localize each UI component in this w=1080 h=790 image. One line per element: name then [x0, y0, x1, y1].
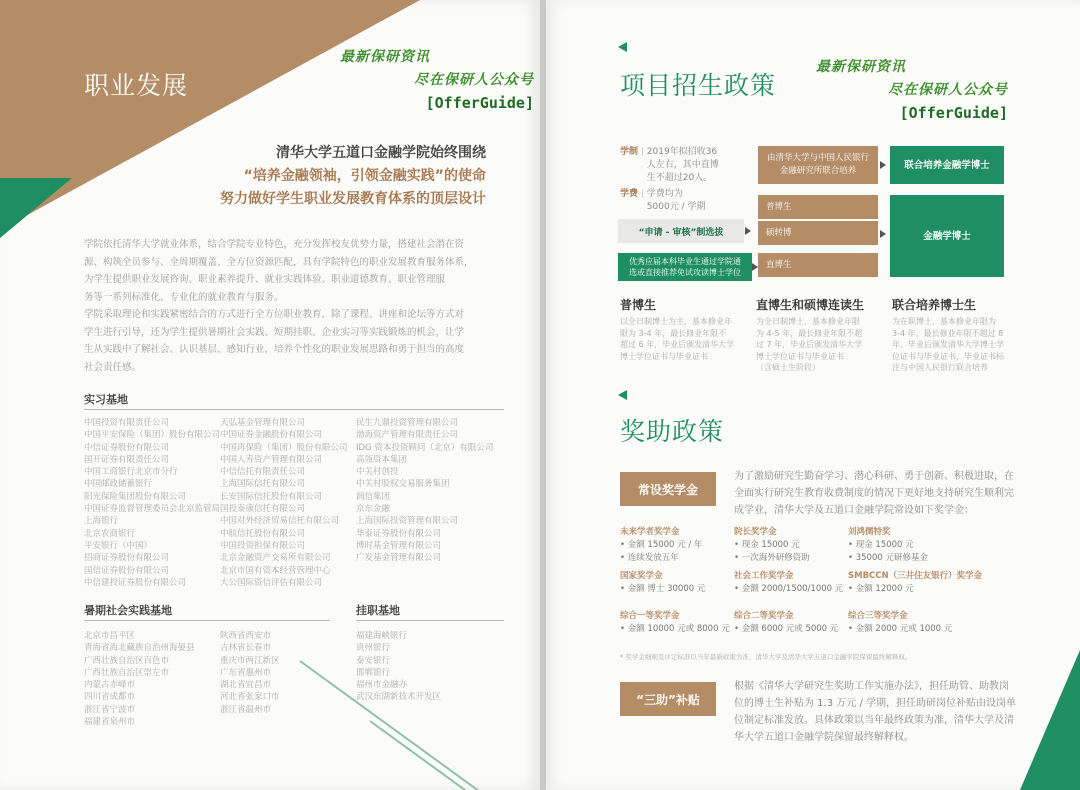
decorative-line: [369, 720, 483, 790]
desc-line: 博士学位证书与毕业证书: [620, 351, 708, 361]
direct-phd-title: 直博生和硕博连读生: [756, 298, 865, 312]
summer-base-heading: 暑期社会实践基地: [84, 604, 172, 617]
desc-line: 为全日制博士，基本修业年限: [756, 317, 860, 326]
intro-line: 学院采取理论和实践紧密结合的方式进行全方位职业教育，除了课程、讲座和论坛等方式对: [84, 309, 465, 320]
practice-base-item: 北京农商银行: [84, 528, 136, 539]
watermark-line1: 最新保研资讯: [816, 59, 906, 75]
right-page: [546, 0, 1080, 790]
scholarship-name: 社会工作奖学金: [734, 571, 794, 581]
section-marker-icon: [618, 390, 627, 400]
joint-phd-result: 联合培养金融学博士: [890, 146, 1004, 184]
regular-scholarship-badge: 常设奖学金: [620, 472, 716, 506]
regular-scholarship-text: [734, 468, 1020, 519]
practice-base-item: 上海国际信托有限公司: [220, 479, 306, 490]
summer-base-item: 河北省张家口市: [220, 692, 280, 703]
duration-key: 学制: [620, 147, 639, 157]
summer-list-col1: [84, 630, 195, 728]
scholarship-detail: • 金额 12000 元: [848, 584, 914, 594]
practice-base-item: 国开证券有限责任公司: [84, 454, 170, 465]
tuition-key: 学费: [620, 189, 639, 199]
scholarship-detail: • 现金 15000 元: [848, 540, 914, 550]
scholarship-detail: • 一次海外研修资助: [734, 553, 810, 563]
practice-base-item: 中国证券金融股份有限公司: [220, 430, 323, 441]
practice-base-item: 中信建投证券股份有限公司: [84, 577, 187, 588]
desc-line: 博士学位证书与毕业证书: [756, 351, 844, 361]
practice-base-item: 上海银行: [84, 516, 119, 527]
practice-base-item: 渤海资产管理有限责任公司: [356, 430, 459, 441]
watermark-line3: [OfferGuide]: [425, 94, 534, 112]
practice-base-item: 北京市国有资本经营管理中心: [220, 565, 331, 576]
scholarship-detail: • 金额 博士 30000 元: [620, 584, 706, 594]
practice-base-item: 天弘基金管理有限公司: [220, 418, 306, 428]
direct-phd-box: 直博生: [758, 253, 878, 277]
desc-line: 注与中国人民银行联合培养: [892, 363, 988, 372]
tuition-line: 学费均为: [646, 189, 683, 199]
slogan-line2: “培养金融领袖，引领金融实践”的使命: [243, 168, 486, 184]
practice-base-item: IDG 资本投资顾问（北京）有限公司: [356, 442, 494, 453]
para-line: 位制定标准发放。具体政策以当年最终政策为准，清华大学及清: [734, 715, 1014, 726]
practice-base-item: 上海国际投资管理有限公司: [356, 516, 459, 527]
arrow-icon: [745, 227, 751, 235]
scholarship-detail: • 35000 元研修基金: [848, 553, 928, 563]
practice-base-item: 博时基金管理有限公司: [356, 540, 442, 551]
scholarship-item: [620, 570, 705, 596]
summer-base-item: 内蒙古赤峰市: [84, 680, 136, 691]
intro-line: 社会责任感。: [84, 361, 142, 373]
practice-base-item: 高瓴资本集团: [356, 454, 408, 465]
practice-base-item: 平安银行（中国）: [84, 540, 153, 551]
watermark-line3: [OfferGuide]: [899, 104, 1008, 122]
summer-base-item: 陕西省西安市: [220, 631, 272, 641]
scholarship-name: 国家奖学金: [620, 571, 663, 581]
master-to-phd-box: 硕转博: [758, 221, 878, 245]
joint-training-box: [758, 146, 878, 184]
para-line: 位的博士生补贴为 1.3 万元 / 学期，担任助研岗位补贴由设岗单: [734, 698, 1016, 709]
practice-base-item: 中关村创投: [356, 467, 399, 478]
scholarship-item: [848, 570, 982, 596]
scholarship-detail: • 现金 15000 元: [734, 540, 800, 550]
practice-base-item: 中航信托股份有限公司: [220, 528, 306, 539]
scholarship-detail: • 金额 15000 元 / 年: [620, 540, 703, 550]
scholarship-detail: • 金额 6000 元或 5000 元: [734, 624, 839, 634]
practice-base-item: 大公国际资信评估有限公司: [220, 577, 323, 588]
tuition-line: 5000元 / 学期: [646, 202, 706, 212]
scholarship-item: [848, 526, 928, 565]
tuition: 学费 | 学费均为 5000元 / 学期: [620, 189, 706, 212]
practice-base-item: 京东金融: [356, 504, 391, 515]
practice-list-col1: [84, 417, 220, 589]
scholarship-note: * 奖学金细则及评定标准以当年最新政策为准，清华大学及清华大学五道口金融学院保留最终解释权。: [620, 653, 912, 661]
practice-base-item: 民生九鼎投资管理有限公司: [356, 418, 459, 428]
para-line: 成学业，清华大学及五道口金融学院常设如下奖学金：: [734, 505, 974, 516]
practice-base-item: 中国对外经济贸易信托有限公司: [220, 516, 340, 527]
post-base-item: 福州市金融办: [356, 680, 408, 691]
intro-line: 生从实践中了解社会、认识基层、感知行业，培养个性化的职业发展思路和勇于担当的高度: [84, 344, 465, 355]
scholarship-item: [620, 610, 730, 636]
post-base-item: 福建海峡银行: [356, 631, 408, 641]
scholarship-detail: • 金额 2000 元或 1000 元: [848, 624, 953, 634]
regular-phd-box: 普博生: [758, 195, 878, 219]
arrow-icon: [880, 230, 886, 238]
summer-base-item: 四川省成都市: [84, 692, 136, 703]
scholarship-item: [734, 526, 810, 565]
practice-base-item: 中国投资有限责任公司: [84, 418, 170, 428]
post-base-item: 武汉东湖新技术开发区: [356, 692, 442, 703]
scholarship-name: 刘鸿儒特奖: [848, 527, 891, 537]
divider: [84, 409, 504, 410]
divider: [84, 620, 330, 621]
recommend-line: 优秀应届本科毕业生通过学院通: [629, 257, 741, 266]
practice-base-item: 广发基金管理有限公司: [356, 553, 442, 564]
summer-base-item: 重庆市两江新区: [220, 655, 280, 666]
scholarship-name: 综合三等奖学金: [848, 611, 908, 621]
duration-line: 人左右，其中直博: [646, 160, 719, 170]
practice-base-item: 中国工商银行北京市分行: [84, 467, 178, 478]
desc-line: 超过 6 年，毕业后颁发清华大学: [620, 340, 735, 349]
practice-base-item: 中国邮政储蓄银行: [84, 479, 153, 490]
watermark-line2: 尽在保研人公众号: [888, 82, 1008, 98]
summer-base-item: 广西壮族自治区百色市: [84, 655, 170, 666]
slogan-line1: 清华大学五道口金融学院始终围绕: [276, 145, 486, 161]
post-base-item: 泰安银行: [356, 655, 391, 666]
post-list: [356, 630, 441, 704]
practice-base-item: 中国人寿资产管理有限公司: [220, 454, 323, 465]
scholarship-name: 综合一等奖学金: [620, 611, 680, 621]
post-base-item: 邯郸银行: [356, 667, 391, 678]
scholarship-detail: • 金额 10000 元或 8000 元: [620, 624, 730, 634]
page-title-admission: 项目招生政策: [620, 71, 777, 100]
intro-line: 为学生提供职业发展咨询、职业素养提升、就业实践体验、职业道德教育、职业管理服: [84, 274, 446, 285]
scholarship-item: [734, 570, 843, 596]
practice-base-item: 招商证券股份有限公司: [84, 553, 170, 564]
summer-list-col2: [220, 630, 280, 716]
desc-line: 为 4-5 年，最长修业年限不超: [756, 328, 863, 338]
para-line: 全面实行研究生教育收费制度的情况下更好地支持研究生顺利完: [734, 488, 1014, 499]
summer-base-item: 广西壮族自治区崇左市: [84, 667, 170, 678]
intro-line: 务等一系列标准化、专业化的就业教育与服务。: [84, 291, 284, 303]
slogan-line3: 努力做好学生职业发展教育体系的顶层设计: [220, 191, 486, 207]
mission-slogan: [220, 142, 486, 211]
summer-base-item: 北京市昌平区: [84, 631, 136, 641]
post-base-item: 贵州银行: [356, 643, 391, 654]
summer-base-item: 吉林省长春市: [220, 643, 272, 654]
header-triangle-green: [0, 178, 72, 238]
para-line: 华大学五道口金融学院保留最终解释权。: [734, 732, 914, 743]
practice-base-item: 中关村股权交易服务集团: [356, 479, 450, 490]
desc-line: 为在职博士，基本修业年限为: [892, 317, 996, 326]
regular-phd-desc: [620, 316, 738, 362]
practice-base-item: 中国投资担保有限公司: [220, 540, 306, 551]
desc-line: 3-4 年，最长修业年限不超过 8: [892, 328, 1004, 338]
joint-phd-title: 联合培养博士生: [892, 298, 977, 312]
post-base-heading: 挂职基地: [356, 604, 400, 617]
corner-triangle-green: [1020, 650, 1080, 790]
practice-base-item: 中国再保险（集团）股份有限公司: [220, 442, 348, 453]
scholarship-item: [620, 526, 702, 565]
scholarship-detail: • 金额 2000/1500/1000 元: [734, 584, 844, 594]
summer-base-item: 青海省海北藏族自治州海晏县: [84, 643, 195, 654]
para-line: 根据《清华大学研究生奖助工作实施办法》，担任助管、助教岗: [734, 681, 1009, 692]
joint-line: 金融研究所联合培养: [779, 166, 857, 176]
regular-phd-title: 普博生: [620, 298, 657, 312]
practice-list-col3: [356, 417, 493, 565]
duration-line: 2019年拟招收36: [646, 147, 718, 157]
scholarship-item: [734, 610, 838, 636]
recommend-line: 选或直接推荐免试攻读博士学位: [629, 268, 741, 277]
summer-base-item: 浙江省宁波市: [84, 704, 136, 715]
duration-line: 生不超过20人。: [646, 173, 713, 183]
joint-phd-desc: [892, 316, 1010, 374]
direct-phd-desc: [756, 316, 874, 374]
practice-base-item: 国信证券股份有限公司: [84, 565, 170, 576]
practice-base-item: 中国证券监督管理委员会北京监管局: [84, 504, 221, 515]
finance-phd-result: 金融学博士: [890, 195, 1004, 277]
desc-line: （含硕士生阶段）: [756, 363, 820, 372]
intro-line: 学生进行引导，还为学生提供暑期社会实践、短期挂职、企业实习等实践锻炼的机会，让学: [84, 326, 465, 338]
summer-base-item: 湖北省宜昌市: [220, 680, 272, 691]
summer-base-item: 福建省泉州市: [84, 717, 136, 728]
practice-base-item: 润信集团: [356, 491, 391, 502]
arrow-icon: [880, 161, 886, 169]
practice-base-heading: 实习基地: [84, 393, 128, 406]
divider: [356, 620, 504, 621]
scholarship-item: [848, 610, 952, 636]
intro-line: 源、构筑全员参与、全周期覆盖、全方位资源匹配，具有学院特色的职业发展教育服务体系，: [84, 256, 474, 268]
intro-paragraph: [84, 236, 504, 376]
practice-base-item: 国投泰康信托有限公司: [220, 504, 306, 515]
practice-base-item: 北京金融资产交易所有限公司: [220, 553, 331, 564]
practice-base-item: 中信证券股份有限公司: [84, 442, 170, 453]
scholarship-name: 综合二等奖学金: [734, 611, 794, 621]
watermark-right: [786, 56, 1008, 125]
practice-base-item: 华泰证券股份有限公司: [356, 528, 442, 539]
apply-review-label: “申请 - 审核”制选拔: [618, 219, 744, 243]
scholarship-name: 未来学者奖学金: [620, 527, 680, 537]
three-assist-badge: “三助”补贴: [620, 682, 716, 716]
scholarship-detail: • 连续发放五年: [620, 553, 679, 563]
section-marker-icon: [618, 42, 627, 52]
scholarship-name: 院长奖学金: [734, 527, 777, 537]
three-assist-text: [734, 678, 1020, 746]
desc-line: 限为 3-4 年，最长修业年限不: [620, 328, 727, 338]
summer-base-item: 广东省惠州市: [220, 667, 272, 678]
watermark-line1: 最新保研资讯: [340, 49, 430, 65]
joint-line: 由清华大学与中国人民银行: [766, 153, 869, 163]
practice-base-item: 中国平安保险（集团）股份有限公司: [84, 430, 221, 441]
recommend-strip: [618, 253, 752, 281]
watermark-line2: 尽在保研人公众号: [414, 72, 534, 88]
desc-line: 年，毕业后颁发清华大学博士学: [892, 340, 1004, 349]
watermark-left: [330, 46, 534, 115]
practice-base-item: 阳光保险集团股份有限公司: [84, 491, 187, 502]
practice-list-col2: [220, 417, 348, 589]
practice-base-item: 长安国际信托股份有限公司: [220, 491, 323, 502]
desc-line: 以全日制博士为主，基本修业年: [620, 317, 732, 326]
desc-line: 过 7 年，毕业后颁发清华大学: [756, 340, 863, 349]
program-duration: 学制 | 2019年拟招收36 人左右，其中直博 生不超过20人。: [620, 147, 719, 183]
summer-base-item: 浙江省温州市: [220, 704, 272, 715]
scholarship-name: SMBCCN（三井住友银行）奖学金: [848, 571, 983, 581]
para-line: 为了激励研究生勤奋学习、潜心科研、勇于创新、积极进取，在: [734, 471, 1014, 482]
intro-line: 学院依托清华大学就业体系，结合学院专业特色，充分发挥校友优势力量，搭建社会潜在资: [84, 239, 465, 250]
practice-base-item: 中信信托有限责任公司: [220, 467, 306, 478]
desc-line: 位证书与毕业证书，毕业证书标: [892, 351, 1004, 361]
page-title-career: 职业发展: [84, 71, 189, 100]
award-policy-title: 奖助政策: [620, 417, 725, 446]
